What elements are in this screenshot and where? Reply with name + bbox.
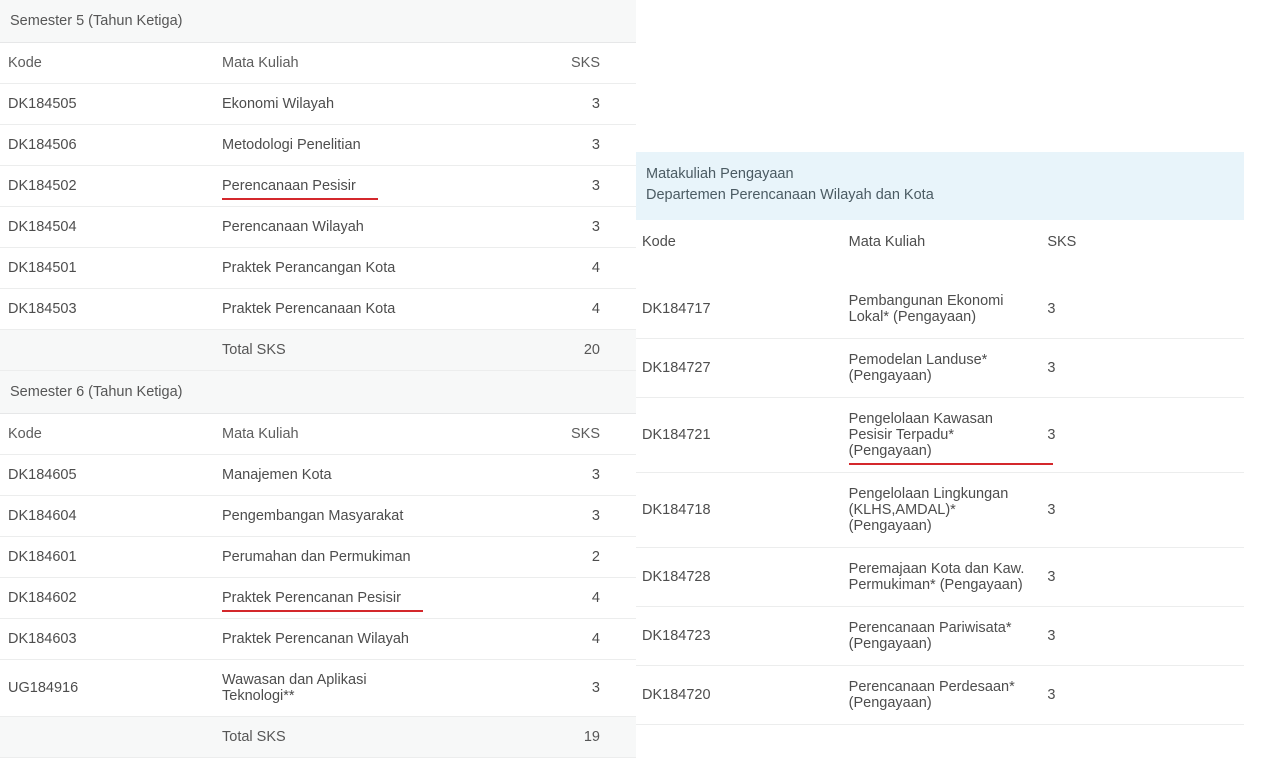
total-spacer xyxy=(0,717,212,758)
column-header-sks: SKS xyxy=(424,414,636,455)
table-row xyxy=(0,619,636,660)
course-code: DK184505 xyxy=(0,84,212,125)
course-name xyxy=(212,660,424,717)
total-label: Total SKS xyxy=(212,330,424,371)
course-name xyxy=(839,398,1042,473)
enrichment-courses-table xyxy=(636,152,1244,725)
column-header-mata-kuliah: Mata Kuliah xyxy=(212,43,424,84)
column-header-row xyxy=(0,43,636,84)
course-name-text: Manajemen Kota xyxy=(222,467,332,483)
total-credits: 19 xyxy=(424,717,636,758)
course-credits: 3 xyxy=(1041,339,1244,398)
column-header-kode: Kode xyxy=(0,414,212,455)
course-name-text: Perencanaan Perdesaan* (Pengayaan) xyxy=(848,679,1015,712)
course-name xyxy=(212,289,424,330)
course-name xyxy=(839,666,1042,725)
course-credits: 3 xyxy=(1041,473,1244,548)
course-name xyxy=(839,339,1042,398)
course-name-text: Wawasan dan Aplikasi Teknologi** xyxy=(222,672,367,704)
table-row xyxy=(0,537,636,578)
table-row xyxy=(636,339,1244,398)
course-code: DK184717 xyxy=(636,280,839,339)
section-title: Semester 5 (Tahun Ketiga) xyxy=(0,0,636,43)
enrichment-courses-panel xyxy=(636,152,1244,725)
course-credits: 3 xyxy=(424,125,636,166)
table-row xyxy=(0,248,636,289)
course-name xyxy=(212,207,424,248)
table-row xyxy=(0,207,636,248)
course-credits: 4 xyxy=(424,578,636,619)
section-header-semester-5 xyxy=(0,0,636,43)
table-row xyxy=(636,473,1244,548)
column-header-kode: Kode xyxy=(0,43,212,84)
course-credits: 4 xyxy=(424,289,636,330)
course-credits: 3 xyxy=(1041,398,1244,473)
course-code: DK184501 xyxy=(0,248,212,289)
course-name xyxy=(212,537,424,578)
table-row xyxy=(0,289,636,330)
column-header-row xyxy=(0,414,636,455)
course-name-text: Pembangunan Ekonomi Lokal* (Pengayaan) xyxy=(848,293,1004,326)
table-row xyxy=(0,496,636,537)
course-name xyxy=(839,548,1042,607)
table-row-highlighted xyxy=(0,166,636,207)
course-credits: 3 xyxy=(424,207,636,248)
course-code: DK184728 xyxy=(636,548,839,607)
course-name-text: Perumahan dan Permukiman xyxy=(222,549,411,565)
course-name xyxy=(212,578,424,619)
total-row xyxy=(0,717,636,758)
course-code: DK184720 xyxy=(636,666,839,725)
course-name-text-underlined: Pengelolaan Kawasan Pesisir Terpadu* (Pengayaan) xyxy=(849,411,1032,459)
course-name-text-underlined: Praktek Perencanan Pesisir xyxy=(222,590,401,606)
enrichment-header-line1: Matakuliah Pengayaan xyxy=(646,166,794,182)
course-name-text: Praktek Perancangan Kota xyxy=(222,260,396,276)
table-row xyxy=(636,548,1244,607)
course-code: DK184605 xyxy=(0,455,212,496)
course-name xyxy=(212,496,424,537)
course-code: DK184506 xyxy=(0,125,212,166)
table-row xyxy=(0,84,636,125)
course-code: DK184721 xyxy=(636,398,839,473)
course-code: DK184503 xyxy=(0,289,212,330)
enrichment-header xyxy=(636,152,1244,220)
total-spacer xyxy=(0,330,212,371)
course-name-text-underlined: Perencanaan Pesisir xyxy=(222,178,356,194)
course-credits: 3 xyxy=(1041,280,1244,339)
course-name-text: Perencanaan Pariwisata* (Pengayaan) xyxy=(848,620,1012,653)
table-row-highlighted xyxy=(636,398,1244,473)
column-header-sks: SKS xyxy=(1041,220,1244,280)
course-credits: 3 xyxy=(424,166,636,207)
column-header-mata-kuliah: Mata Kuliah xyxy=(839,220,1042,280)
table-row-highlighted xyxy=(0,578,636,619)
course-name-text: Pengelolaan Lingkungan (KLHS,AMDAL)* (Pengayaan) xyxy=(848,486,1009,535)
course-code: DK184723 xyxy=(636,607,839,666)
course-credits: 3 xyxy=(1041,666,1244,725)
course-name xyxy=(212,248,424,289)
course-code: DK184603 xyxy=(0,619,212,660)
course-credits: 2 xyxy=(424,537,636,578)
course-code: DK184504 xyxy=(0,207,212,248)
course-credits: 4 xyxy=(424,248,636,289)
section-header-semester-6 xyxy=(0,371,636,414)
course-code: DK184604 xyxy=(0,496,212,537)
course-name xyxy=(212,455,424,496)
table-row xyxy=(636,280,1244,339)
course-name xyxy=(212,166,424,207)
column-header-kode: Kode xyxy=(636,220,839,280)
table-row xyxy=(0,660,636,717)
course-code: DK184718 xyxy=(636,473,839,548)
section-title: Semester 6 (Tahun Ketiga) xyxy=(0,371,636,414)
total-label: Total SKS xyxy=(212,717,424,758)
course-name-text: Praktek Perencanan Wilayah xyxy=(222,631,409,647)
course-credits: 3 xyxy=(1041,607,1244,666)
course-code: DK184602 xyxy=(0,578,212,619)
column-header-mata-kuliah: Mata Kuliah xyxy=(212,414,424,455)
total-credits: 20 xyxy=(424,330,636,371)
course-name xyxy=(212,125,424,166)
course-name-text: Perencanaan Wilayah xyxy=(222,219,364,235)
course-name-text: Peremajaan Kota dan Kaw. Permukiman* (Pengayaan) xyxy=(848,561,1025,594)
course-name xyxy=(839,280,1042,339)
table-row xyxy=(636,666,1244,725)
enrichment-header-line2: Departemen Perencanaan Wilayah dan Kota xyxy=(646,187,934,204)
course-code: UG184916 xyxy=(0,660,212,717)
course-credits: 3 xyxy=(1041,548,1244,607)
column-header-row xyxy=(636,220,1244,280)
course-name-text: Praktek Perencanaan Kota xyxy=(222,301,396,317)
total-row xyxy=(0,330,636,371)
course-credits: 3 xyxy=(424,660,636,717)
course-credits: 3 xyxy=(424,455,636,496)
table-row xyxy=(0,455,636,496)
course-name xyxy=(212,84,424,125)
course-credits: 3 xyxy=(424,496,636,537)
course-credits: 3 xyxy=(424,84,636,125)
column-header-sks: SKS xyxy=(424,43,636,84)
course-name xyxy=(839,473,1042,548)
course-name-text: Metodologi Penelitian xyxy=(222,137,361,153)
course-name xyxy=(839,607,1042,666)
table-row xyxy=(636,607,1244,666)
table-row xyxy=(0,125,636,166)
course-name-text: Pemodelan Landuse* (Pengayaan) xyxy=(848,352,988,385)
course-name xyxy=(212,619,424,660)
course-name-text: Pengembangan Masyarakat xyxy=(222,508,404,524)
course-credits: 4 xyxy=(424,619,636,660)
course-code: DK184727 xyxy=(636,339,839,398)
course-code: DK184502 xyxy=(0,166,212,207)
course-code: DK184601 xyxy=(0,537,212,578)
course-name-text: Ekonomi Wilayah xyxy=(222,96,335,112)
